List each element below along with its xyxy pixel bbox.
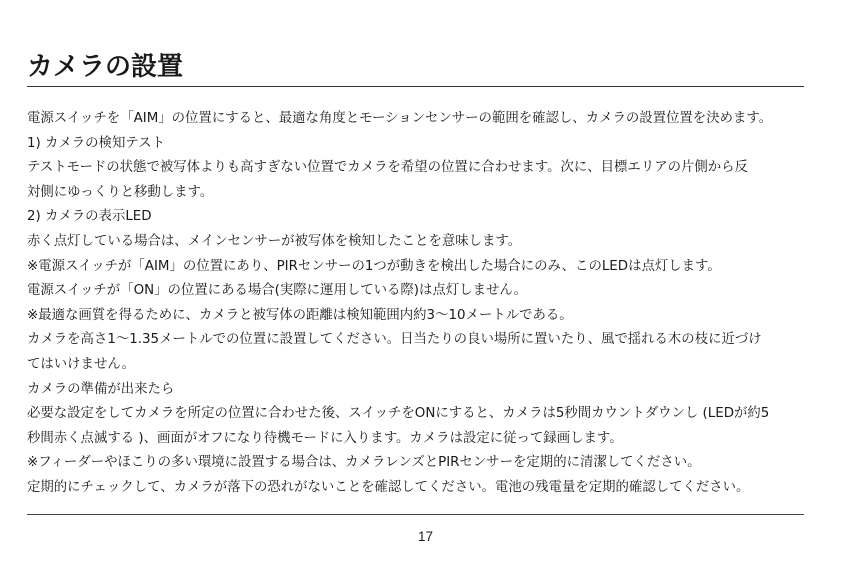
section-heading-led: 2) カメラの表示LED <box>27 209 152 225</box>
paragraph-line: てはいけません。 <box>27 356 135 372</box>
paragraph-line: 対側にゆっくりと移動します。 <box>27 184 214 200</box>
paragraph-line: 電源スイッチが「ON」の位置にある場合(実際に運用している際)は点灯しません。 <box>27 283 527 299</box>
paragraph-line: 電源スイッチを「AIM」の位置にすると、最適な角度とモーションセンサーの範囲を確認し、カメラの設置位置を決めます。 <box>27 111 773 126</box>
paragraph-line: 必要な設定をしてカメラを所定の位置に合わせた後、スイッチをONにすると、カメラは5秒間カウントダウンし (LEDが約5 <box>27 406 770 422</box>
section-heading-ready: カメラの準備が出来たら <box>27 381 175 397</box>
page-number: 17 <box>417 529 434 544</box>
note-line: ※電源スイッチが「AIM」の位置にあり、PIRセンサーの1つが動きを検出した場合にのみ、このLEDは点灯します。 <box>27 258 721 274</box>
footer-divider <box>27 514 804 515</box>
note-line: ※フィーダーやほこりの多い環境に設置する場合は、カメラレンズとPIRセンサーを定期的に清潔してください。 <box>27 455 701 471</box>
paragraph-line: 秒間赤く点滅する )、画面がオフになり待機モードに入ります。カメラは設定に従って録画します。 <box>27 430 623 446</box>
paragraph-line: 定期的にチェックして、カメラが落下の恐れがないことを確認してください。電池の残電量を定期的確認してください。 <box>27 479 750 495</box>
body-text <box>27 107 827 501</box>
title-divider <box>27 86 804 87</box>
paragraph-line: カメラを高さ1～1.35メートルでの位置に設置してください。日当たりの良い場所に置いたり、風で揺れる木の枝に近づけ <box>27 332 762 348</box>
note-line: ※最適な画質を得るために、カメラと被写体の距離は検知範囲内約3～10メートルである。 <box>27 307 573 323</box>
paragraph-line: 赤く点灯している場合は、メインセンサーが被写体を検知したことを意味します。 <box>27 233 522 249</box>
page-title: カメラの設置 <box>27 52 184 82</box>
paragraph-line: テストモードの状態で被写体よりも高すぎない位置でカメラを希望の位置に合わせます。次に、目標エリアの片側から反 <box>27 160 748 176</box>
section-heading-detection-test: 1) カメラの検知テスト <box>27 135 165 151</box>
